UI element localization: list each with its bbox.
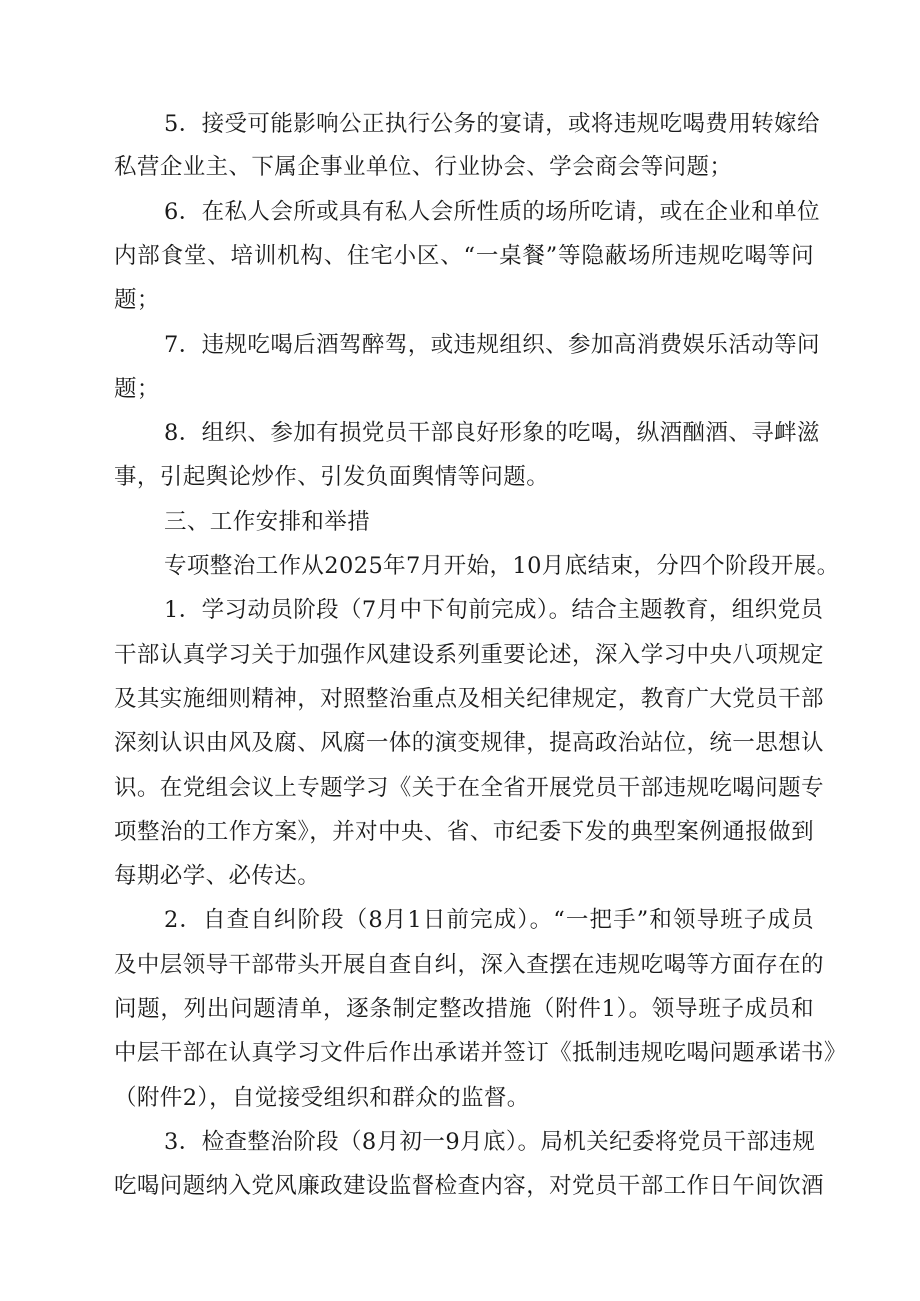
paragraph-line: 识。在党组会议上专题学习《关于在全省开展党员干部违规吃喝问题专 [114, 775, 824, 801]
paragraph-line: 干部认真学习关于加强作风建设系列重要论述，深入学习中央八项规定 [114, 642, 824, 668]
paragraph-line: 7．违规吃喝后酒驾醉驾，或违规组织、参加高消费娱乐活动等问 [164, 332, 820, 358]
paragraph-line: 私营企业主、下属企事业单位、行业协会、学会商会等问题； [114, 154, 733, 180]
paragraph-line: 题； [114, 287, 160, 313]
paragraph-line: 吃喝问题纳入党风廉政建设监督检查内容，对党员干部工作日午间饮酒 [114, 1173, 824, 1199]
paragraph-line: 5．接受可能影响公正执行公务的宴请，或将违规吃喝费用转嫁给 [164, 111, 820, 137]
paragraph-line: （附件2），自觉接受组织和群众的监督。 [114, 1085, 530, 1111]
paragraph-line: 1．学习动员阶段（7月中下旬前完成）。结合主题教育，组织党员 [164, 597, 824, 623]
paragraph-line: 专项整治工作从2025年7月开始，10月底结束，分四个阶段开展。 [164, 553, 840, 579]
paragraph-line: 深刻认识由风及腐、风腐一体的演变规律，提高政治站位，统一思想认 [114, 730, 824, 756]
paragraph-line: 每期必学、必传达。 [114, 863, 321, 889]
paragraph-line: 6．在私人会所或具有私人会所性质的场所吃请，或在企业和单位 [164, 199, 820, 225]
paragraph-line: 中层干部在认真学习文件后作出承诺并签订《抵制违规吃喝问题承诺书》 [114, 1040, 847, 1066]
paragraph-line: 题； [114, 376, 160, 402]
section-heading: 三、工作安排和举措 [164, 509, 371, 535]
paragraph-line: 事，引起舆论炒作、引发负面舆情等问题。 [114, 464, 550, 490]
paragraph-line: 项整治的工作方案》，并对中央、省、市纪委下发的典型案例通报做到 [114, 819, 814, 845]
paragraph-line: 内部食堂、培训机构、住宅小区、“一桌餐”等隐蔽场所违规吃喝等问 [114, 243, 814, 269]
paragraph-line: 2．自查自纠阶段（8月1日前完成）。“一把手”和领导班子成员 [164, 907, 814, 933]
paragraph-line: 及其实施细则精神，对照整治重点及相关纪律规定，教育广大党员干部 [114, 686, 824, 712]
paragraph-line: 问题，列出问题清单，逐条制定整改措施（附件1）。领导班子成员和 [114, 996, 814, 1022]
paragraph-line: 及中层领导干部带头开展自查自纠，深入查摆在违规吃喝等方面存在的 [114, 952, 824, 978]
paragraph-line: 8．组织、参加有损党员干部良好形象的吃喝，纵酒酗酒、寻衅滋 [164, 420, 820, 446]
paragraph-line: 3．检查整治阶段（8月初一9月底）。局机关纪委将党员干部违规 [164, 1129, 816, 1155]
